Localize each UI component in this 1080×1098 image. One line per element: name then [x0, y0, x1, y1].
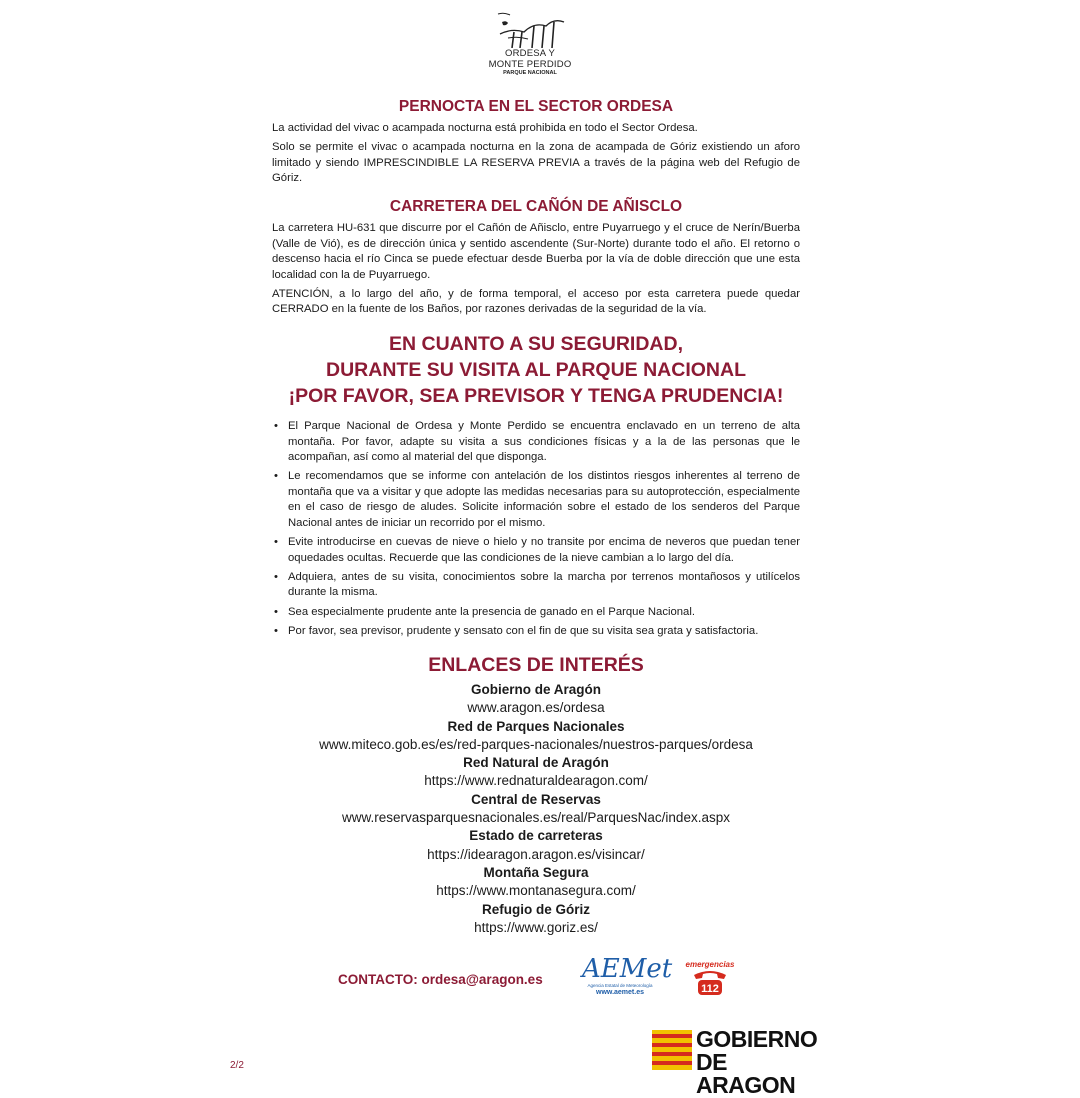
- aemet-subtitle: Agencia Estatal de Meteorología: [587, 983, 653, 988]
- aemet-web[interactable]: www.aemet.es: [596, 989, 644, 996]
- gobierno-aragon-logo: [652, 1026, 818, 1098]
- link-url[interactable]: https://idearagon.aragon.es/visincar/: [427, 846, 645, 862]
- contact-email[interactable]: CONTACTO: ordesa@aragon.es: [338, 972, 543, 987]
- emergency-number: 112: [701, 983, 719, 995]
- link-url[interactable]: https://www.montanasegura.com/: [436, 883, 636, 899]
- gobierno-text: [696, 1028, 817, 1097]
- link-url[interactable]: www.miteco.gob.es/es/red-parques-nacionales/nuestros-parques/ordesa: [319, 736, 753, 752]
- telephone-icon: [690, 969, 730, 997]
- link-title: Red Natural de Aragón: [463, 755, 609, 771]
- seguridad-heading-line-3: ¡POR FAVOR, SEA PREVISOR Y TENGA PRUDENCIA!: [288, 385, 784, 407]
- pernocta-paragraph-2: Solo se permite el vivac o acampada nocturna en la zona de acampada de Góriz existiendo un aforo limitado y siendo IMPRESCINDIBLE LA RESERVA PREVIA a través de la página web del Refugio de Góriz.: [272, 141, 800, 185]
- link-title: Central de Reservas: [471, 791, 601, 807]
- page-number: 2/2: [230, 1060, 244, 1071]
- list-item: • Por favor, sea previsor, prudente y sensato con el fin de que su visita sea grata y satisfactoria.: [288, 624, 800, 640]
- emergency-label: emergencias: [685, 960, 735, 969]
- enlaces-heading: ENLACES DE INTERÉS: [428, 654, 644, 676]
- seguridad-heading-line-1: EN CUANTO A SU SEGURIDAD,: [389, 333, 683, 355]
- list-item: • El Parque Nacional de Ordesa y Monte Perdido se encuentra enclavado en un terreno de alta montaña. Por favor, adapte su visita a sus condiciones físicas y a la de las personas que le acompañan, así como al material del que disponga.: [288, 419, 800, 466]
- park-logo: [488, 8, 572, 77]
- carretera-paragraph-2: ATENCIÓN, a lo largo del año, y de forma temporal, el acceso por esta carretera puede quedar CERRADO en la fuente de los Baños, por razones derivadas de la seguridad de la vía.: [272, 287, 800, 316]
- mountain-trees-icon: [494, 8, 566, 48]
- pernocta-paragraph-1: La actividad del vivac o acampada nocturna está prohibida en todo el Sector Ordesa.: [272, 122, 698, 134]
- link-title: Estado de carreteras: [469, 828, 603, 844]
- link-title: Refugio de Góriz: [482, 901, 590, 917]
- aemet-wordmark: AEMet: [582, 954, 673, 984]
- list-item: • Evite introducirse en cuevas de nieve o hielo y no transite por encima de neveros que puedan tener oquedades ocultas. Recuerde que las condiciones de la nieve cambian a lo largo del día.: [288, 535, 800, 566]
- link-title: Red de Parques Nacionales: [447, 718, 625, 734]
- link-title: Montaña Segura: [483, 864, 589, 880]
- link-url[interactable]: www.reservasparquesnacionales.es/real/ParquesNac/index.aspx: [342, 810, 730, 826]
- emergency-112-logo: [684, 960, 736, 1002]
- list-item: • Le recomendamos que se informe con antelación de los distintos riesgos inherentes al terreno de montaña que va a visitar y que adopte las medidas necesarias para su autoprotección, especialmente en el caso de riesgo de aludes. Solicite información sobre el estado de los senderos del Parque Nacional antes de iniciar un recorrido por el mismo.: [288, 469, 800, 531]
- link-title: Gobierno de Aragón: [470, 682, 601, 697]
- logo-line-3: PARQUE NACIONAL: [503, 70, 557, 76]
- link-url[interactable]: https://www.goriz.es/: [474, 919, 598, 935]
- link-url[interactable]: www.aragon.es/ordesa: [467, 700, 605, 716]
- list-item: • Adquiera, antes de su visita, conocimientos sobre la marcha por terrenos montañosos y utilícelos durante la misma.: [288, 570, 800, 601]
- carretera-paragraph-1: La carretera HU-631 que discurre por el Cañón de Añisclo, entre Puyarruego y el cruce de Nerín/Buerba (Valle de Vió), es de dirección única y sentido ascendente (Sur-Norte) durante todo el año. El retorno o descenso hacia el río Cinca se puede efectuar desde Buerba por la vía de doble dirección que une esta localidad con la de Puyarruego.: [272, 222, 800, 281]
- link-url[interactable]: https://www.rednaturaldearagon.com/: [424, 773, 648, 789]
- aemet-logo: [582, 954, 673, 996]
- carretera-heading: CARRETERA DEL CAÑÓN DE AÑISCLO: [389, 198, 683, 215]
- aragon-flag-icon: [652, 1030, 692, 1070]
- links-list: [272, 681, 800, 937]
- safety-list: [272, 419, 800, 639]
- gobierno-line-1: GOBIERNO: [696, 1026, 818, 1052]
- logo-line-2: MONTE PERDIDO: [488, 59, 572, 70]
- gobierno-line-2: DE ARAGON: [696, 1049, 796, 1098]
- pernocta-heading: PERNOCTA EN EL SECTOR ORDESA: [398, 98, 674, 115]
- list-item: • Sea especialmente prudente ante la presencia de ganado en el Parque Nacional.: [288, 605, 800, 621]
- logo-line-1: ORDESA Y: [505, 48, 555, 59]
- seguridad-heading-line-2: DURANTE SU VISITA AL PARQUE NACIONAL: [326, 359, 746, 381]
